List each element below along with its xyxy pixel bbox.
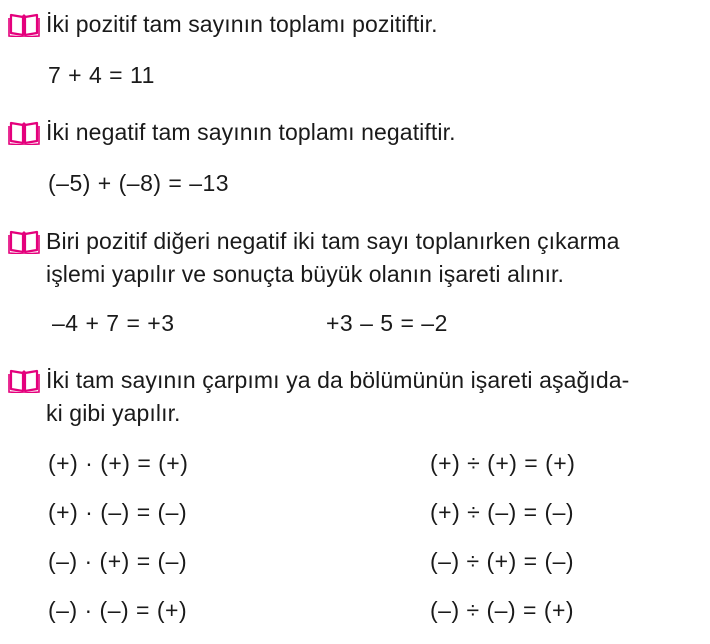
rule-text: İki tam sayının çarpımı ya da bölümünün işareti aşağıda- ki gibi yapılır. [46, 367, 630, 426]
open-book-icon [8, 11, 40, 37]
open-book-icon [8, 367, 40, 393]
rule-text: İki pozitif tam sayının toplamı pozitiftir. [46, 11, 438, 37]
example-equation: +3 – 5 = –2 [326, 310, 448, 336]
example-equation: –4 + 7 = +3 [52, 310, 175, 336]
multiplication-rule: (+) · (–) = (–) [48, 499, 188, 525]
open-book-icon [8, 119, 40, 145]
example-equation: (–5) + (–8) = –13 [48, 170, 230, 196]
rule-2 [8, 116, 702, 149]
multiplication-rule: (–) · (–) = (+) [48, 597, 188, 623]
example-equation: 7 + 4 = 11 [48, 62, 155, 88]
multiplication-rule: (+) · (+) = (+) [48, 450, 189, 476]
rule-text: Biri pozitif diğeri negatif iki tam sayı toplanırken çıkarma işlemi yapılır ve sonuçta büyük olanın işareti alınır. [46, 228, 620, 287]
division-rule: (–) ÷ (+) = (–) [430, 548, 575, 574]
rule-1 [8, 8, 702, 41]
division-rule: (+) ÷ (–) = (–) [430, 499, 575, 525]
division-rule: (+) ÷ (+) = (+) [430, 450, 576, 476]
division-rule: (–) ÷ (–) = (+) [430, 597, 575, 623]
rule-4 [8, 364, 702, 430]
multiplication-rule: (–) · (+) = (–) [48, 548, 188, 574]
rule-3 [8, 225, 702, 291]
open-book-icon [8, 228, 40, 254]
rule-text: İki negatif tam sayının toplamı negatiftir. [46, 119, 456, 145]
